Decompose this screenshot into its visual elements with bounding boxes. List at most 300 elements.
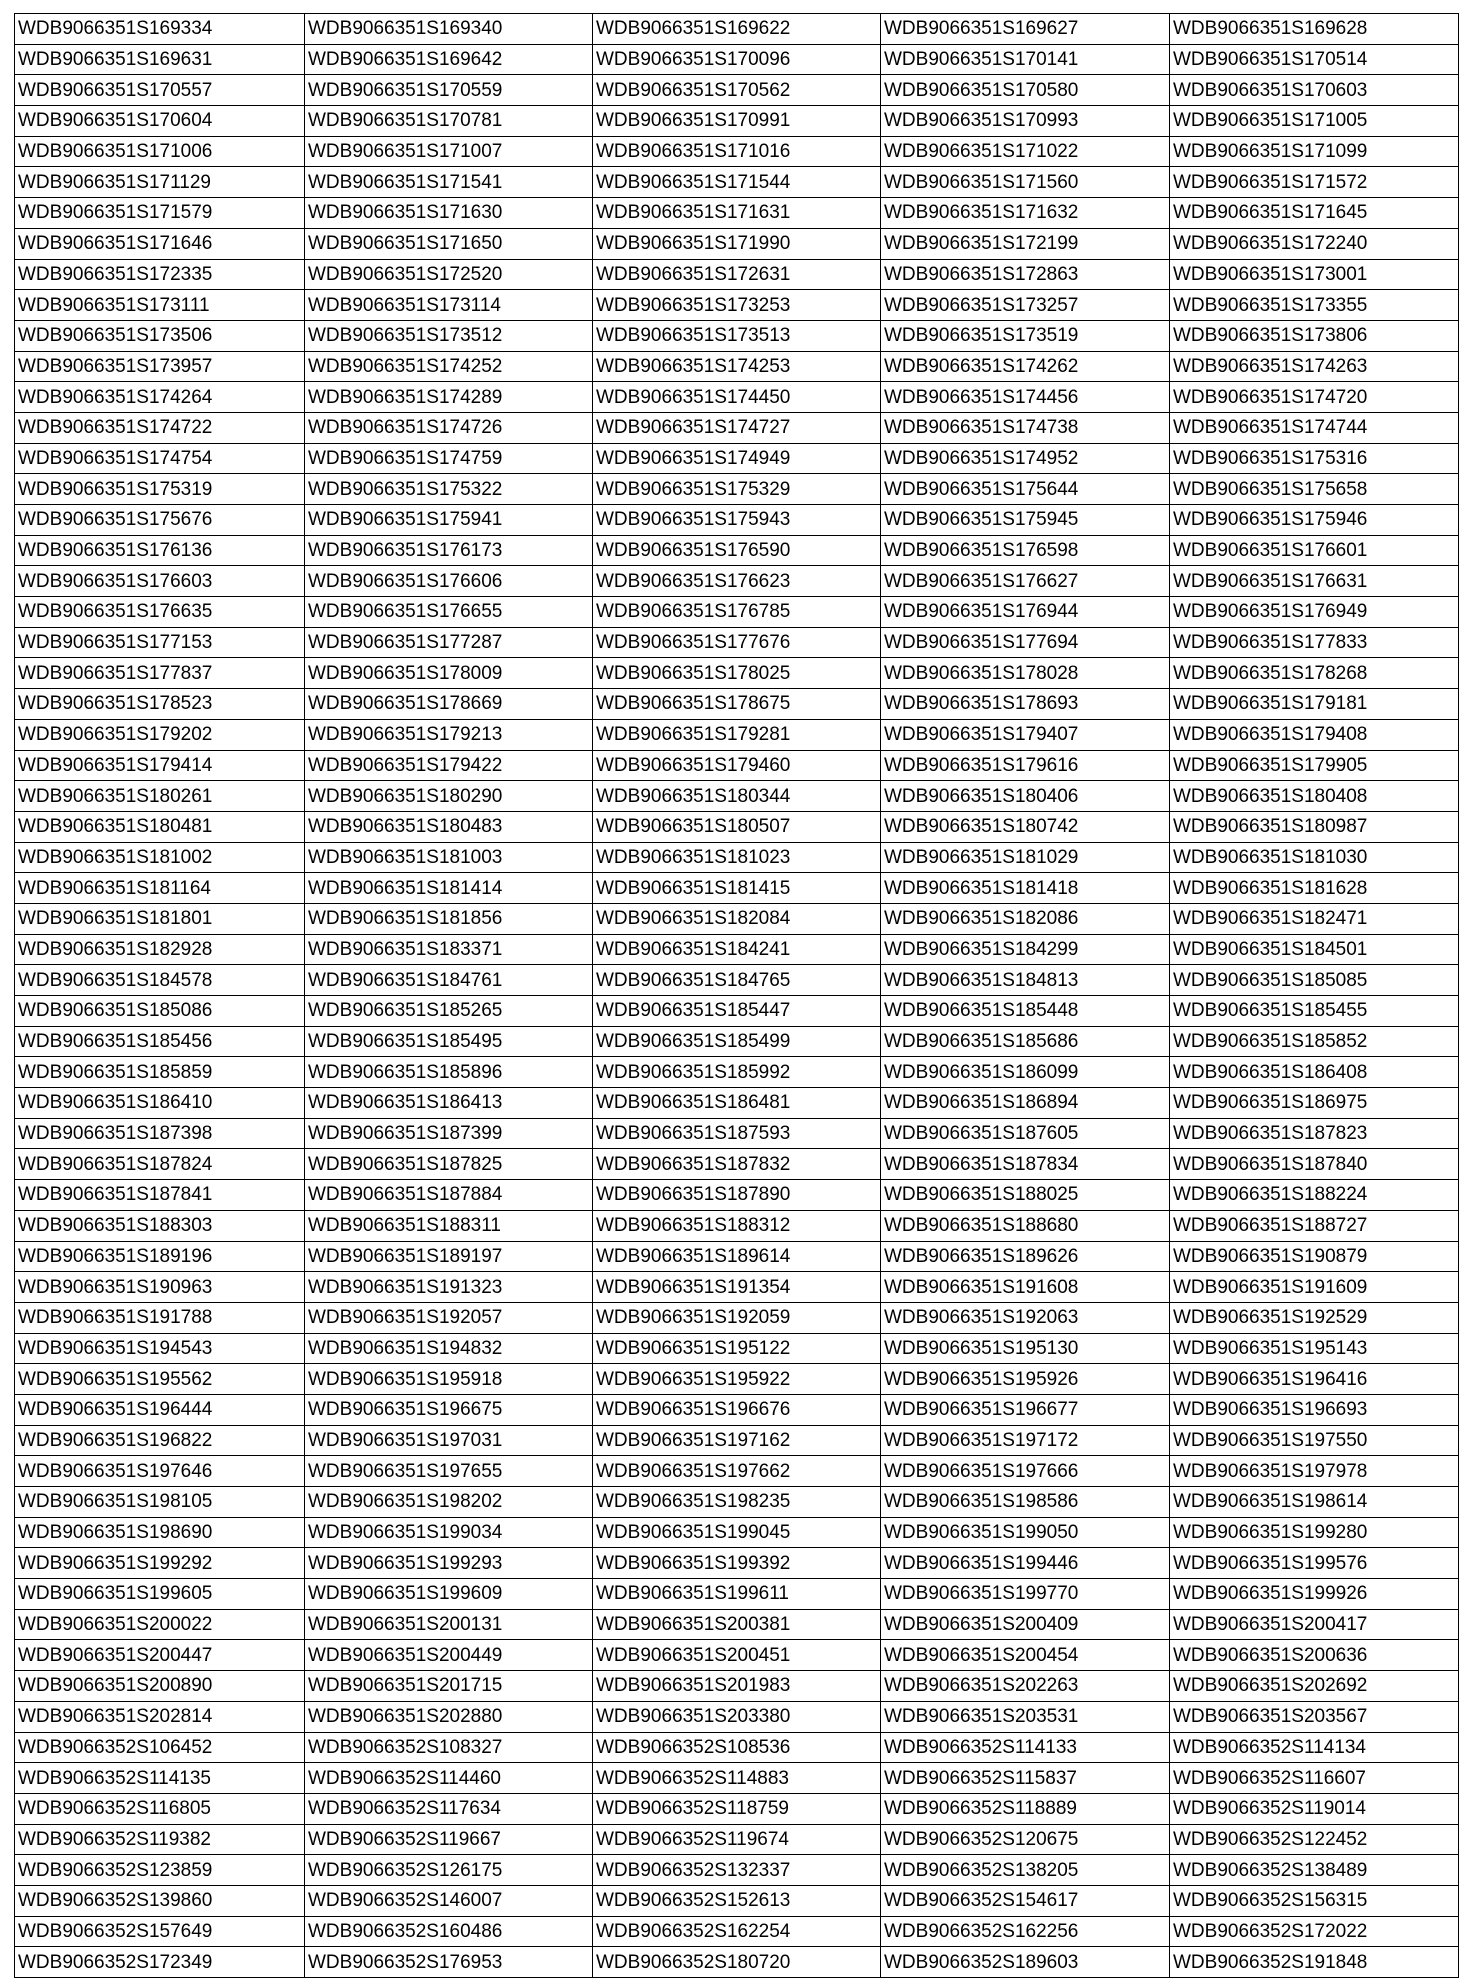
- vin-cell: WDB9066351S190963: [15, 1272, 305, 1303]
- vin-cell: WDB9066351S181801: [15, 903, 305, 934]
- vin-cell: WDB9066351S185859: [15, 1057, 305, 1088]
- vin-cell: WDB9066351S199611: [593, 1579, 881, 1610]
- vin-cell: WDB9066351S171560: [881, 167, 1170, 198]
- vin-cell: WDB9066351S186894: [881, 1088, 1170, 1119]
- vin-cell: WDB9066351S176627: [881, 566, 1170, 597]
- vin-cell: WDB9066351S169334: [15, 14, 305, 45]
- vin-cell: WDB9066351S199770: [881, 1579, 1170, 1610]
- table-row: [15, 1026, 1459, 1057]
- vin-cell: WDB9066351S179616: [881, 750, 1170, 781]
- vin-cell: WDB9066351S178693: [881, 689, 1170, 720]
- vin-cell: WDB9066351S178675: [593, 689, 881, 720]
- vin-cell: WDB9066351S184241: [593, 934, 881, 965]
- vin-cell: WDB9066352S138205: [881, 1855, 1170, 1886]
- vin-cell: WDB9066351S171632: [881, 198, 1170, 229]
- vin-cell: WDB9066351S175946: [1170, 505, 1459, 536]
- vin-cell: WDB9066351S196693: [1170, 1394, 1459, 1425]
- vin-cell: WDB9066351S186413: [305, 1088, 593, 1119]
- vin-cell: WDB9066351S197666: [881, 1456, 1170, 1487]
- vin-cell: WDB9066351S185495: [305, 1026, 593, 1057]
- vin-cell: WDB9066351S187834: [881, 1149, 1170, 1180]
- vin-cell: WDB9066351S196416: [1170, 1364, 1459, 1395]
- table-row: [15, 443, 1459, 474]
- table-row: [15, 1947, 1459, 1978]
- table-row: [15, 136, 1459, 167]
- vin-cell: WDB9066351S175945: [881, 505, 1170, 536]
- table-row: [15, 811, 1459, 842]
- table-row: [15, 106, 1459, 137]
- vin-cell: WDB9066351S181029: [881, 842, 1170, 873]
- vin-cell: WDB9066351S174952: [881, 443, 1170, 474]
- vin-cell: WDB9066351S170781: [305, 106, 593, 137]
- vin-cell: WDB9066351S174744: [1170, 412, 1459, 443]
- table-row: [15, 597, 1459, 628]
- table-row: [15, 351, 1459, 382]
- vin-cell: WDB9066352S160486: [305, 1916, 593, 1947]
- vin-cell: WDB9066351S173001: [1170, 259, 1459, 290]
- vin-cell: WDB9066351S188311: [305, 1210, 593, 1241]
- vin-cell: WDB9066351S173512: [305, 320, 593, 351]
- vin-cell: WDB9066351S178268: [1170, 658, 1459, 689]
- vin-cell: WDB9066351S196675: [305, 1394, 593, 1425]
- vin-cell: WDB9066351S198235: [593, 1487, 881, 1518]
- vin-cell: WDB9066351S176601: [1170, 535, 1459, 566]
- table-row: [15, 1517, 1459, 1548]
- vin-cell: WDB9066351S187399: [305, 1118, 593, 1149]
- vin-cell: WDB9066351S175943: [593, 505, 881, 536]
- vin-cell: WDB9066351S174949: [593, 443, 881, 474]
- vin-cell: WDB9066351S200417: [1170, 1609, 1459, 1640]
- table-row: [15, 842, 1459, 873]
- vin-cell: WDB9066351S197172: [881, 1425, 1170, 1456]
- vin-cell: WDB9066351S177287: [305, 627, 593, 658]
- table-row: [15, 627, 1459, 658]
- table-row: [15, 1394, 1459, 1425]
- vin-cell: WDB9066351S194832: [305, 1333, 593, 1364]
- vin-cell: WDB9066351S178523: [15, 689, 305, 720]
- vin-cell: WDB9066351S187841: [15, 1180, 305, 1211]
- vin-cell: WDB9066351S191609: [1170, 1272, 1459, 1303]
- vin-cell: WDB9066351S187605: [881, 1118, 1170, 1149]
- table-row: [15, 566, 1459, 597]
- vin-cell: WDB9066351S179407: [881, 719, 1170, 750]
- vin-cell: WDB9066351S176136: [15, 535, 305, 566]
- vin-cell: WDB9066351S185852: [1170, 1026, 1459, 1057]
- table-row: [15, 198, 1459, 229]
- vin-cell: WDB9066351S180344: [593, 781, 881, 812]
- vin-cell: WDB9066351S172631: [593, 259, 881, 290]
- table-row: [15, 719, 1459, 750]
- table-row: [15, 1701, 1459, 1732]
- vin-cell: WDB9066351S181628: [1170, 873, 1459, 904]
- table-row: [15, 1302, 1459, 1333]
- table-row: [15, 1456, 1459, 1487]
- vin-cell: WDB9066351S179905: [1170, 750, 1459, 781]
- vin-cell: WDB9066351S187593: [593, 1118, 881, 1149]
- vin-cell: WDB9066351S189614: [593, 1241, 881, 1272]
- vin-cell: WDB9066351S202692: [1170, 1671, 1459, 1702]
- vin-cell: WDB9066352S120675: [881, 1824, 1170, 1855]
- vin-cell: WDB9066351S184501: [1170, 934, 1459, 965]
- vin-cell: WDB9066351S184761: [305, 965, 593, 996]
- vin-cell: WDB9066351S171016: [593, 136, 881, 167]
- vin-cell: WDB9066351S182928: [15, 934, 305, 965]
- table-row: [15, 14, 1459, 45]
- table-row: [15, 1640, 1459, 1671]
- vin-cell: WDB9066351S201715: [305, 1671, 593, 1702]
- vin-cell: WDB9066351S177833: [1170, 627, 1459, 658]
- vin-cell: WDB9066351S169642: [305, 44, 593, 75]
- vin-cell: WDB9066351S174722: [15, 412, 305, 443]
- vin-cell: WDB9066351S174450: [593, 382, 881, 413]
- vin-cell: WDB9066351S185499: [593, 1026, 881, 1057]
- vin-cell: WDB9066352S191848: [1170, 1947, 1459, 1978]
- vin-cell: WDB9066351S186410: [15, 1088, 305, 1119]
- vin-cell: WDB9066351S185085: [1170, 965, 1459, 996]
- vin-cell: WDB9066352S119382: [15, 1824, 305, 1855]
- vin-cell: WDB9066351S175644: [881, 474, 1170, 505]
- vin-cell: WDB9066351S196677: [881, 1394, 1170, 1425]
- vin-cell: WDB9066351S176603: [15, 566, 305, 597]
- vin-cell: WDB9066351S174264: [15, 382, 305, 413]
- vin-cell: WDB9066351S186408: [1170, 1057, 1459, 1088]
- vin-cell: WDB9066352S115837: [881, 1763, 1170, 1794]
- vin-cell: WDB9066352S152613: [593, 1885, 881, 1916]
- vin-cell: WDB9066351S173506: [15, 320, 305, 351]
- vin-cell: WDB9066351S173253: [593, 290, 881, 321]
- vin-cell: WDB9066352S119014: [1170, 1793, 1459, 1824]
- vin-cell: WDB9066352S108536: [593, 1732, 881, 1763]
- vin-cell: WDB9066351S203531: [881, 1701, 1170, 1732]
- vin-cell: WDB9066352S146007: [305, 1885, 593, 1916]
- table-row: [15, 658, 1459, 689]
- vin-cell: WDB9066351S184299: [881, 934, 1170, 965]
- vin-cell: WDB9066351S171645: [1170, 198, 1459, 229]
- vin-cell: WDB9066351S179281: [593, 719, 881, 750]
- table-row: [15, 505, 1459, 536]
- vin-cell: WDB9066351S174727: [593, 412, 881, 443]
- vin-cell: WDB9066351S176173: [305, 535, 593, 566]
- vin-cell: WDB9066351S170557: [15, 75, 305, 106]
- vin-cell: WDB9066351S172863: [881, 259, 1170, 290]
- vin-cell: WDB9066351S189197: [305, 1241, 593, 1272]
- vin-cell: WDB9066351S173513: [593, 320, 881, 351]
- vin-cell: WDB9066351S178028: [881, 658, 1170, 689]
- vin-cell: WDB9066351S188312: [593, 1210, 881, 1241]
- vin-cell: WDB9066351S170991: [593, 106, 881, 137]
- vin-cell: WDB9066351S180742: [881, 811, 1170, 842]
- table-row: [15, 474, 1459, 505]
- vin-cell: WDB9066351S181415: [593, 873, 881, 904]
- vin-cell: WDB9066351S172335: [15, 259, 305, 290]
- vin-cell: WDB9066351S176655: [305, 597, 593, 628]
- vin-cell: WDB9066351S187398: [15, 1118, 305, 1149]
- vin-cell: WDB9066351S185455: [1170, 996, 1459, 1027]
- vin-cell: WDB9066351S181418: [881, 873, 1170, 904]
- table-row: [15, 873, 1459, 904]
- table-row: [15, 1732, 1459, 1763]
- table-row: [15, 75, 1459, 106]
- vin-cell: WDB9066351S185265: [305, 996, 593, 1027]
- vin-cell: WDB9066351S200447: [15, 1640, 305, 1671]
- vin-cell: WDB9066351S202263: [881, 1671, 1170, 1702]
- vin-cell: WDB9066352S172022: [1170, 1916, 1459, 1947]
- table-row: [15, 1180, 1459, 1211]
- vin-cell: WDB9066351S185447: [593, 996, 881, 1027]
- vin-cell: WDB9066351S188727: [1170, 1210, 1459, 1241]
- vin-cell: WDB9066351S177676: [593, 627, 881, 658]
- vin-cell: WDB9066351S174289: [305, 382, 593, 413]
- vin-cell: WDB9066351S173355: [1170, 290, 1459, 321]
- vin-cell: WDB9066351S200890: [15, 1671, 305, 1702]
- table-row: [15, 1057, 1459, 1088]
- vin-cell: WDB9066351S199293: [305, 1548, 593, 1579]
- vin-cell: WDB9066351S174262: [881, 351, 1170, 382]
- vin-cell: WDB9066351S170514: [1170, 44, 1459, 75]
- vin-cell: WDB9066351S176631: [1170, 566, 1459, 597]
- vin-cell: WDB9066351S171650: [305, 228, 593, 259]
- vin-cell: WDB9066351S174738: [881, 412, 1170, 443]
- vin-cell: WDB9066351S174263: [1170, 351, 1459, 382]
- vin-cell: WDB9066351S199926: [1170, 1579, 1459, 1610]
- vin-cell: WDB9066351S203380: [593, 1701, 881, 1732]
- vin-cell: WDB9066351S194543: [15, 1333, 305, 1364]
- vin-cell: WDB9066351S173257: [881, 290, 1170, 321]
- vin-cell: WDB9066351S174720: [1170, 382, 1459, 413]
- table-row: [15, 1149, 1459, 1180]
- vin-cell: WDB9066351S181023: [593, 842, 881, 873]
- vin-cell: WDB9066351S185448: [881, 996, 1170, 1027]
- vin-cell: WDB9066351S195130: [881, 1333, 1170, 1364]
- vin-cell: WDB9066351S191608: [881, 1272, 1170, 1303]
- table-row: [15, 1487, 1459, 1518]
- vin-cell: WDB9066351S170096: [593, 44, 881, 75]
- table-row: [15, 167, 1459, 198]
- vin-cell: WDB9066352S118889: [881, 1793, 1170, 1824]
- vin-cell: WDB9066351S179408: [1170, 719, 1459, 750]
- vin-cell: WDB9066351S187832: [593, 1149, 881, 1180]
- vin-cell: WDB9066352S162254: [593, 1916, 881, 1947]
- vin-cell: WDB9066351S182471: [1170, 903, 1459, 934]
- vin-cell: WDB9066351S176606: [305, 566, 593, 597]
- vin-cell: WDB9066352S114133: [881, 1732, 1170, 1763]
- vin-cell: WDB9066351S179422: [305, 750, 593, 781]
- vin-cell: WDB9066351S182084: [593, 903, 881, 934]
- table-row: [15, 228, 1459, 259]
- vin-cell: WDB9066351S188224: [1170, 1180, 1459, 1211]
- table-row: [15, 1210, 1459, 1241]
- vin-cell: WDB9066351S170580: [881, 75, 1170, 106]
- table-row: [15, 1671, 1459, 1702]
- vin-cell: WDB9066351S200451: [593, 1640, 881, 1671]
- vin-cell: WDB9066351S198690: [15, 1517, 305, 1548]
- vin-cell: WDB9066351S173111: [15, 290, 305, 321]
- vin-table: [14, 13, 1459, 1978]
- vin-cell: WDB9066351S181003: [305, 842, 593, 873]
- vin-cell: WDB9066351S189196: [15, 1241, 305, 1272]
- vin-cell: WDB9066352S116805: [15, 1793, 305, 1824]
- vin-cell: WDB9066351S187823: [1170, 1118, 1459, 1149]
- table-row: [15, 1609, 1459, 1640]
- table-row: [15, 1885, 1459, 1916]
- vin-cell: WDB9066351S172199: [881, 228, 1170, 259]
- vin-cell: WDB9066351S176785: [593, 597, 881, 628]
- vin-cell: WDB9066351S171630: [305, 198, 593, 229]
- vin-cell: WDB9066351S174253: [593, 351, 881, 382]
- vin-cell: WDB9066351S170993: [881, 106, 1170, 137]
- vin-cell: WDB9066351S169622: [593, 14, 881, 45]
- table-row: [15, 44, 1459, 75]
- table-row: [15, 535, 1459, 566]
- vin-cell: WDB9066351S199576: [1170, 1548, 1459, 1579]
- vin-cell: WDB9066351S197655: [305, 1456, 593, 1487]
- vin-cell: WDB9066351S184765: [593, 965, 881, 996]
- vin-cell: WDB9066351S177694: [881, 627, 1170, 658]
- vin-cell: WDB9066351S190879: [1170, 1241, 1459, 1272]
- vin-cell: WDB9066351S176949: [1170, 597, 1459, 628]
- table-row: [15, 412, 1459, 443]
- vin-cell: WDB9066351S199446: [881, 1548, 1170, 1579]
- vin-cell: WDB9066351S195122: [593, 1333, 881, 1364]
- vin-cell: WDB9066351S197550: [1170, 1425, 1459, 1456]
- table-row: [15, 1824, 1459, 1855]
- vin-cell: WDB9066351S200131: [305, 1609, 593, 1640]
- vin-cell: WDB9066351S187840: [1170, 1149, 1459, 1180]
- vin-cell: WDB9066351S187825: [305, 1149, 593, 1180]
- vin-cell: WDB9066351S171022: [881, 136, 1170, 167]
- vin-cell: WDB9066351S179213: [305, 719, 593, 750]
- vin-cell: WDB9066351S171631: [593, 198, 881, 229]
- vin-cell: WDB9066351S173806: [1170, 320, 1459, 351]
- vin-cell: WDB9066351S176623: [593, 566, 881, 597]
- vin-cell: WDB9066351S199392: [593, 1548, 881, 1579]
- vin-cell: WDB9066351S176944: [881, 597, 1170, 628]
- vin-cell: WDB9066352S106452: [15, 1732, 305, 1763]
- vin-cell: WDB9066352S122452: [1170, 1824, 1459, 1855]
- vin-cell: WDB9066351S195143: [1170, 1333, 1459, 1364]
- vin-cell: WDB9066351S179181: [1170, 689, 1459, 720]
- vin-cell: WDB9066351S169631: [15, 44, 305, 75]
- table-row: [15, 934, 1459, 965]
- vin-cell: WDB9066351S177153: [15, 627, 305, 658]
- vin-cell: WDB9066351S197031: [305, 1425, 593, 1456]
- vin-cell: WDB9066352S118759: [593, 1793, 881, 1824]
- vin-cell: WDB9066351S171129: [15, 167, 305, 198]
- table-row: [15, 750, 1459, 781]
- vin-cell: WDB9066351S173519: [881, 320, 1170, 351]
- vin-cell: WDB9066351S169628: [1170, 14, 1459, 45]
- vin-cell: WDB9066351S171572: [1170, 167, 1459, 198]
- vin-cell: WDB9066351S200381: [593, 1609, 881, 1640]
- vin-cell: WDB9066351S199034: [305, 1517, 593, 1548]
- vin-cell: WDB9066351S191323: [305, 1272, 593, 1303]
- vin-cell: WDB9066351S175676: [15, 505, 305, 536]
- vin-cell: WDB9066351S169627: [881, 14, 1170, 45]
- vin-cell: WDB9066351S195926: [881, 1364, 1170, 1395]
- vin-cell: WDB9066352S156315: [1170, 1885, 1459, 1916]
- vin-cell: WDB9066351S170562: [593, 75, 881, 106]
- vin-cell: WDB9066351S197662: [593, 1456, 881, 1487]
- vin-cell: WDB9066351S192059: [593, 1302, 881, 1333]
- vin-cell: WDB9066351S170141: [881, 44, 1170, 75]
- table-row: [15, 1272, 1459, 1303]
- vin-cell: WDB9066352S189603: [881, 1947, 1170, 1978]
- vin-cell: WDB9066351S175319: [15, 474, 305, 505]
- vin-cell: WDB9066352S176953: [305, 1947, 593, 1978]
- vin-cell: WDB9066351S171579: [15, 198, 305, 229]
- vin-cell: WDB9066351S203567: [1170, 1701, 1459, 1732]
- vin-cell: WDB9066351S172240: [1170, 228, 1459, 259]
- vin-cell: WDB9066351S181030: [1170, 842, 1459, 873]
- vin-cell: WDB9066351S185086: [15, 996, 305, 1027]
- table-row: [15, 1793, 1459, 1824]
- vin-cell: WDB9066351S174726: [305, 412, 593, 443]
- vin-cell: WDB9066351S180481: [15, 811, 305, 842]
- vin-cell: WDB9066351S202814: [15, 1701, 305, 1732]
- table-row: [15, 965, 1459, 996]
- vin-cell: WDB9066352S119674: [593, 1824, 881, 1855]
- vin-cell: WDB9066351S171646: [15, 228, 305, 259]
- table-row: [15, 290, 1459, 321]
- vin-cell: WDB9066352S117634: [305, 1793, 593, 1824]
- vin-cell: WDB9066351S171990: [593, 228, 881, 259]
- vin-cell: WDB9066352S114135: [15, 1763, 305, 1794]
- vin-cell: WDB9066351S175658: [1170, 474, 1459, 505]
- vin-cell: WDB9066351S199292: [15, 1548, 305, 1579]
- vin-cell: WDB9066351S201983: [593, 1671, 881, 1702]
- vin-cell: WDB9066351S195922: [593, 1364, 881, 1395]
- table-row: [15, 903, 1459, 934]
- vin-cell: WDB9066351S175322: [305, 474, 593, 505]
- vin-cell: WDB9066351S198586: [881, 1487, 1170, 1518]
- table-row: [15, 1364, 1459, 1395]
- vin-cell: WDB9066352S114134: [1170, 1732, 1459, 1763]
- vin-cell: WDB9066351S178025: [593, 658, 881, 689]
- vin-cell: WDB9066351S199045: [593, 1517, 881, 1548]
- vin-cell: WDB9066351S176598: [881, 535, 1170, 566]
- vin-cell: WDB9066351S192063: [881, 1302, 1170, 1333]
- vin-cell: WDB9066351S177837: [15, 658, 305, 689]
- vin-cell: WDB9066351S187890: [593, 1180, 881, 1211]
- vin-cell: WDB9066351S173957: [15, 351, 305, 382]
- vin-cell: WDB9066351S186975: [1170, 1088, 1459, 1119]
- vin-cell: WDB9066351S175316: [1170, 443, 1459, 474]
- vin-cell: WDB9066351S174252: [305, 351, 593, 382]
- vin-cell: WDB9066351S170603: [1170, 75, 1459, 106]
- vin-cell: WDB9066351S175941: [305, 505, 593, 536]
- vin-cell: WDB9066351S176590: [593, 535, 881, 566]
- vin-cell: WDB9066351S171544: [593, 167, 881, 198]
- vin-cell: WDB9066351S202880: [305, 1701, 593, 1732]
- vin-cell: WDB9066351S200449: [305, 1640, 593, 1671]
- vin-cell: WDB9066351S180483: [305, 811, 593, 842]
- vin-cell: WDB9066352S114460: [305, 1763, 593, 1794]
- table-row: [15, 1855, 1459, 1886]
- vin-cell: WDB9066351S180406: [881, 781, 1170, 812]
- vin-cell: WDB9066351S178669: [305, 689, 593, 720]
- vin-cell: WDB9066351S174456: [881, 382, 1170, 413]
- table-row: [15, 259, 1459, 290]
- vin-cell: WDB9066352S114883: [593, 1763, 881, 1794]
- table-row: [15, 781, 1459, 812]
- vin-cell: WDB9066351S179460: [593, 750, 881, 781]
- vin-cell: WDB9066351S174754: [15, 443, 305, 474]
- vin-cell: WDB9066351S174759: [305, 443, 593, 474]
- vin-cell: WDB9066352S157649: [15, 1916, 305, 1947]
- vin-cell: WDB9066352S116607: [1170, 1763, 1459, 1794]
- vin-cell: WDB9066351S192057: [305, 1302, 593, 1333]
- vin-cell: WDB9066351S185896: [305, 1057, 593, 1088]
